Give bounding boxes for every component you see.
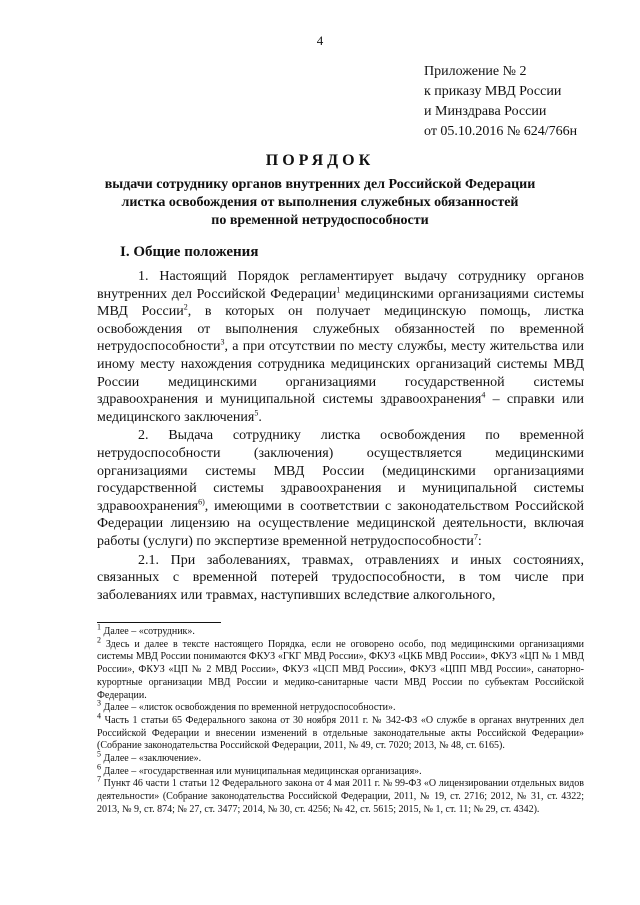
document-title: ПОРЯДОК — [265, 152, 375, 169]
annex-line: и Минздрава России — [424, 104, 547, 119]
footnote-text: Часть 1 статьи 65 Федерального закона от 30 ноября 2011 г. № 342-ФЗ «О службе в органах внутренних дел Российской Федерации и внесении изменений в отдельные законодательные акты Российской Федерации» (Собрание законодательства Российской Федерации, 2011, № 49, ст. 7020; 2013, № 48, ст. 6165). — [97, 714, 584, 752]
footnote-number: 6 — [97, 762, 101, 772]
footnote — [97, 749, 584, 766]
text-run: 1. Настоящий Порядок регламентирует выдачу сотруднику органов внутренних дел Российской Федерации — [97, 269, 584, 302]
footnote-ref: 2 — [183, 302, 188, 312]
text-run: : — [477, 533, 482, 549]
annex-line: к приказу МВД России — [424, 84, 562, 99]
footnote — [97, 711, 584, 753]
footnote-ref: 7 — [473, 532, 478, 542]
footnote-ref: 5 — [254, 408, 259, 418]
text-run: – справки или медицинского заключения — [97, 392, 584, 425]
paragraph-2 — [97, 427, 584, 550]
text-run: медицинскими организациями системы МВД России — [97, 286, 584, 320]
document-subtitle — [60, 176, 580, 230]
footnote-number: 3 — [97, 698, 101, 708]
text-run: , имеющими в соответствии с законодательством Российской Федерации лицензию на осуществление медицинской деятельности, включая работы (услуги) по экспертизе временной нетрудоспособности — [97, 498, 584, 549]
annex-block — [424, 62, 624, 142]
footnote — [97, 762, 584, 779]
text-run: , а при отсутствии по месту службы, месту жительства или иному месту нахождения сотрудника медицинских организаций системы МВД России медицинскими организациями государственной системы здравоохранения и муниципальной системы здравоохранения — [97, 339, 584, 408]
annex-line: от 05.10.2016 № 624/766н — [424, 124, 578, 139]
footnote-text: Далее – «сотрудник». — [101, 626, 195, 637]
footnote — [97, 775, 584, 816]
footnote-number: 5 — [97, 749, 101, 759]
footnote-separator — [97, 622, 221, 623]
footnote-text: Пункт 46 части 1 статьи 12 Федерального закона от 4 мая 2011 г. № 99-ФЗ «О лицензировании отдельных видов деятельности» (Собрание законодательства Российской Федерации, 2011, № 19, ст. 2716; 2012, № 31, ст. 4322; 2013, № 9, ст. 874; № 27, ст. 3477; 2014, № 30, ст. 4256; № 42, ст. 5615; 2015, № 1, ст. 11; № 29, ст. 4342). — [97, 778, 584, 815]
subtitle-line: выдачи сотруднику органов внутренних дел Российской Федерации — [104, 177, 536, 192]
text-run: , в которых он получает медицинскую помощь, листка освобождения от выполнения служебных обязанностей по временной нетрудоспособности — [97, 304, 584, 355]
text-run: 2. Выдача сотруднику листка освобождения по временной нетрудоспособности (заключения) осуществляется медицинскими организациями системы МВД России (медицинскими организациями государственной системы здравоохранения и муниципальной системы здравоохранения — [97, 428, 584, 514]
footnote-number: 2 — [97, 635, 101, 645]
page-number: 4 — [316, 33, 324, 48]
footnote-ref: 3 — [220, 337, 225, 347]
subtitle-line: листка освобождения от выполнения служебных обязанностей — [121, 195, 519, 210]
footnote — [97, 698, 584, 715]
footnote-text: Далее – «государственная или муниципальная медицинская организация». — [101, 765, 422, 777]
footnote-ref: 4 — [481, 390, 486, 400]
footnote-ref: 6) — [198, 497, 205, 507]
footnote — [97, 635, 584, 703]
footnote-text: Далее – «листок освобождения по временной нетрудоспособности». — [101, 702, 396, 714]
footnote-number: 1 — [97, 622, 101, 632]
section-heading: I. Общие положения — [120, 244, 259, 260]
footnote-number: 4 — [97, 711, 101, 721]
footnote-text: Далее – «заключение». — [101, 753, 202, 765]
paragraph-1 — [97, 268, 584, 426]
annex-line: Приложение № 2 — [424, 64, 527, 79]
body-text — [97, 268, 584, 605]
footnote-ref: 1 — [336, 284, 341, 294]
paragraph-3: 2.1. При заболеваниях, травмах, отравлениях и иных состояниях, связанных с временной потерей трудоспособности, в том числе при заболеваниях или травмах, наступивших вследствие алкогольного, — [97, 552, 584, 603]
footnote-text: Здесь и далее в тексте настоящего Порядка, если не оговорено особо, под медицинскими организациями системы МВД России понимаются ФКУЗ «ГКГ МВД России», ФКУЗ «ЦКБ МВД России», ФКУЗ «ЦП № 1 МВД России», ФКУЗ «ЦП № 2 МВД России», ФКУЗ «ЦСП МВД России», ФКУЗ «ЦПП МВД России», санаторно-курортные организации МВД России и медико-санитарные части МВД России по субъектам Российской Федерации. — [97, 638, 584, 701]
footnote — [97, 622, 584, 639]
footnote-number: 7 — [97, 775, 101, 785]
footnotes — [97, 622, 584, 817]
text-run: . — [258, 409, 262, 425]
subtitle-line: по временной нетрудоспособности — [211, 213, 429, 228]
